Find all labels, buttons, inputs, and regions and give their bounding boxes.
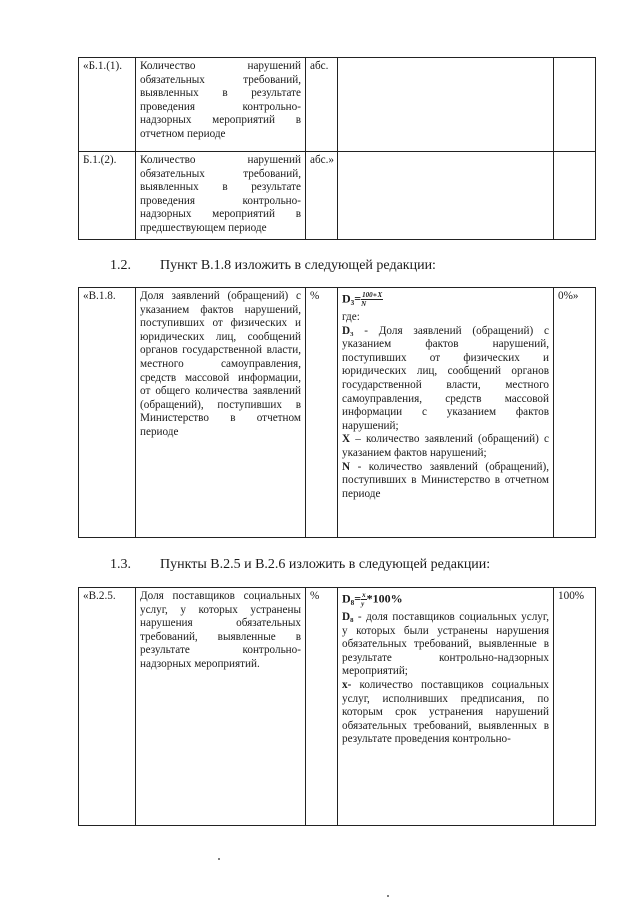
indicator-name: Доля заявлений (обращений) с указанием фактов нарушений, поступивших от физических и юридических лиц, сообщений органов государственной власти, местного самоуправления, средств массовой информации, от общего количества заявлений (обращений), поступивших в Министерство в отчетном периоде xyxy=(136,288,306,538)
definition-d8 xyxy=(342,611,549,679)
definition-term: x- xyxy=(342,678,352,691)
formula-numerator: 100∗X xyxy=(362,291,383,299)
indicator-unit: % xyxy=(306,288,338,538)
section-number: 1.2. xyxy=(110,258,131,273)
indicator-code: «Б.1.(1). xyxy=(79,58,136,152)
definition-text: - количество заявлений (обращений), поступивших в Министерство в отчетном периоде xyxy=(342,460,549,500)
definition-term: N xyxy=(342,460,351,473)
definition-text: - доля поставщиков социальных услуг, у которых были устранены нарушения обязательных требований, выявленные в результате контрольно-надзорных мероприятий; xyxy=(342,611,549,678)
definition-d3 xyxy=(342,325,549,434)
indicator-formula xyxy=(338,58,554,152)
table-row xyxy=(79,152,596,240)
formula-denominator: y xyxy=(361,600,365,608)
indicators-table-b1 xyxy=(78,57,596,240)
indicator-name: Доля поставщиков социальных услуг, у которых устранены нарушения обязательных требований, выявленные в результате контрольно-надзорных мероприятий. xyxy=(136,588,306,826)
table-row xyxy=(79,588,596,826)
scan-speck xyxy=(387,895,389,897)
formula-numerator: x xyxy=(362,591,366,599)
formula-rhs: *100% xyxy=(366,591,403,606)
formula-lhs: D₈= xyxy=(342,591,362,606)
definition-text: количество поставщиков социальных услуг, исполнивших предписания, по которым срок устранения нарушений обязательных требований, выявленных в результате проведения контрольно- xyxy=(342,678,549,746)
indicator-code: «В.2.5. xyxy=(79,588,136,826)
section-text: Пункт В.1.8 изложить в следующей редакции: xyxy=(160,258,436,273)
formula-d8 xyxy=(342,591,549,608)
indicator-target: 0%» xyxy=(554,288,596,538)
indicator-formula xyxy=(338,288,554,538)
indicator-target xyxy=(554,152,596,240)
indicator-name: Количество нарушений обязательных требований, выявленных в результате проведения контрольно-надзорных мероприятий в отчетном периоде xyxy=(136,58,306,152)
indicator-unit: абс.» xyxy=(306,152,338,240)
indicator-code: Б.1.(2). xyxy=(79,152,136,240)
indicator-table-v2-5 xyxy=(78,587,596,826)
definition-term: D₈ xyxy=(342,611,354,623)
indicator-unit: абс. xyxy=(306,58,338,152)
formula-denominator: N xyxy=(361,300,367,308)
definition-text: – количество заявлений (обращений) с указанием фактов нарушений; xyxy=(342,433,549,459)
definition-term: D₃ xyxy=(342,324,354,337)
definition-term: X xyxy=(342,433,351,446)
indicator-code: «В.1.8. xyxy=(79,288,136,538)
table-row xyxy=(79,58,596,152)
definition-text: - Доля заявлений (обращений) с указанием фактов нарушений, поступивших от физических и юридических лиц, сообщений органов государственной власти, местного самоуправления, средств массовой информации с указанием фактов нарушений; xyxy=(342,324,549,432)
indicator-target xyxy=(554,58,596,152)
definition-x xyxy=(342,433,549,460)
formula-fraction xyxy=(361,291,383,308)
indicator-unit: % xyxy=(306,588,338,826)
table-row xyxy=(79,288,596,538)
indicator-target: 100% xyxy=(554,588,596,826)
section-number: 1.3. xyxy=(110,557,131,572)
indicator-formula xyxy=(338,588,554,826)
definition-x xyxy=(342,679,549,747)
section-text: Пункты В.2.5 и В.2.6 изложить в следующей редакции: xyxy=(160,557,491,572)
where-label: где: xyxy=(342,311,360,323)
indicator-formula xyxy=(338,152,554,240)
indicator-table-v1-8 xyxy=(78,287,596,538)
formula-d3 xyxy=(342,291,549,308)
formula-lhs: D₃= xyxy=(342,291,362,306)
definition-n xyxy=(342,461,549,502)
indicator-name: Количество нарушений обязательных требований, выявленных в результате проведения контрольно-надзорных мероприятий в предшествующем периоде xyxy=(136,152,306,240)
scan-speck xyxy=(218,858,220,860)
